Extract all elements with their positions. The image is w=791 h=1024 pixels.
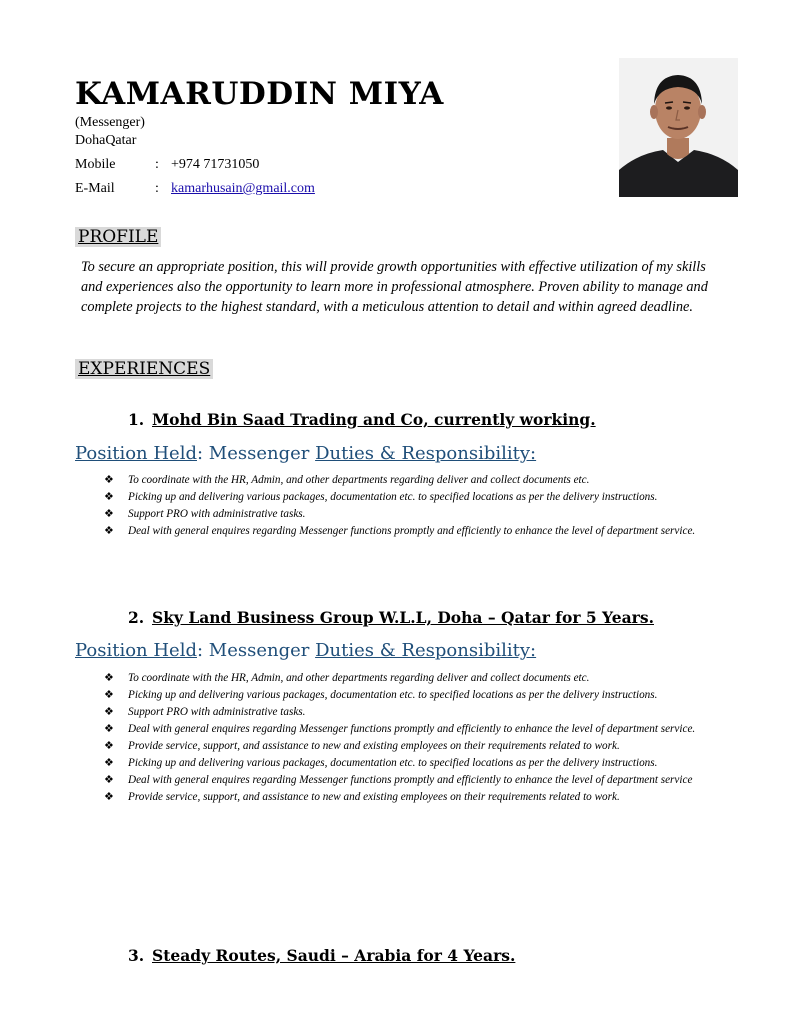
duty-text: To coordinate with the HR, Admin, and other departments regarding deliver and collect documents etc. <box>128 474 590 486</box>
list-item <box>104 789 704 806</box>
bullet-icon: ❖ <box>104 474 114 486</box>
duty-text: Picking up and delivering various packages, documentation etc. to specified locations as per the delivery instructions. <box>128 491 658 503</box>
profile-photo <box>619 58 738 197</box>
job-1-title <box>128 410 596 429</box>
job-1-position <box>75 443 536 464</box>
job-1-number: 1. <box>128 410 145 429</box>
job-3-title <box>128 946 515 965</box>
bullet-icon: ❖ <box>104 791 114 803</box>
portrait-image <box>619 58 738 197</box>
duty-text: Support PRO with administrative tasks. <box>128 508 306 520</box>
job-1-position-label: Position Held <box>75 443 197 464</box>
duty-text: Support PRO with administrative tasks. <box>128 706 306 718</box>
list-item <box>104 772 704 789</box>
bullet-icon: ❖ <box>104 757 114 769</box>
duty-text: Deal with general enquires regarding Messenger functions promptly and efficiently to enhance the level of department service. <box>128 525 696 537</box>
job-2-position-label: Position Held <box>75 640 197 661</box>
bullet-icon: ❖ <box>104 525 114 537</box>
list-item <box>104 489 704 506</box>
bullet-icon: ❖ <box>104 508 114 520</box>
list-item <box>104 523 704 540</box>
list-item <box>104 687 704 704</box>
bullet-icon: ❖ <box>104 491 114 503</box>
list-item <box>104 670 704 687</box>
bullet-icon: ❖ <box>104 774 114 786</box>
bullet-icon: ❖ <box>104 740 114 752</box>
profile-heading: PROFILE <box>75 227 161 247</box>
job-3-number: 3. <box>128 946 145 965</box>
list-item <box>104 506 704 523</box>
job-2-position <box>75 640 536 661</box>
list-item <box>104 472 704 489</box>
list-item <box>104 704 704 721</box>
job-2-number: 2. <box>128 608 145 627</box>
job-2-title <box>128 608 654 627</box>
email-row <box>75 181 315 197</box>
list-item <box>104 755 704 772</box>
job-1-position-value: : Messenger <box>196 443 316 464</box>
mobile-value: +974 71731050 <box>171 157 260 172</box>
duty-text: Deal with general enquires regarding Messenger functions promptly and efficiently to enhance the level of department service <box>128 774 693 786</box>
bullet-icon: ❖ <box>104 672 114 684</box>
bullet-icon: ❖ <box>104 706 114 718</box>
job-2-position-value: : Messenger <box>196 640 316 661</box>
candidate-role: (Messenger) <box>75 115 145 130</box>
duty-text: Deal with general enquires regarding Messenger functions promptly and efficiently to enhance the level of department service. <box>128 723 696 735</box>
job-2-duties-label: Duties & Responsibility: <box>315 640 537 661</box>
job-1-duties-list <box>104 472 704 540</box>
mobile-label: Mobile <box>75 157 116 172</box>
job-2-duties-list <box>104 670 704 806</box>
duty-text: Provide service, support, and assistance to new and existing employees on their requirements related to work. <box>128 791 620 803</box>
mobile-separator: : <box>155 157 159 172</box>
mobile-row <box>75 157 259 173</box>
email-label: E-Mail <box>75 181 115 196</box>
job-2-title-text: Sky Land Business Group W.L.L, Doha – Qatar for 5 Years. <box>152 608 654 627</box>
bullet-icon: ❖ <box>104 723 114 735</box>
list-item <box>104 738 704 755</box>
list-item <box>104 721 704 738</box>
experiences-heading: EXPERIENCES <box>75 359 213 379</box>
candidate-location: DohaQatar <box>75 133 137 148</box>
job-3-title-text: Steady Routes, Saudi – Arabia for 4 Years. <box>152 946 516 965</box>
email-separator: : <box>155 181 159 196</box>
duty-text: Provide service, support, and assistance to new and existing employees on their requirements related to work. <box>128 740 620 752</box>
duty-text: To coordinate with the HR, Admin, and other departments regarding deliver and collect documents etc. <box>128 672 590 684</box>
job-1-duties-label: Duties & Responsibility: <box>315 443 537 464</box>
duty-text: Picking up and delivering various packages, documentation etc. to specified locations as per the delivery instructions. <box>128 757 658 769</box>
email-link[interactable]: kamarhusain@gmail.com <box>171 181 315 196</box>
profile-text: To secure an appropriate position, this will provide growth opportunities with effective utilization of my skills and experiences also the opportunity to learn more in professional atmosphere. Proven ability to manage and complete projects to the highest standard, with a meticulous attention to detail and within agreed deadline. <box>81 259 708 315</box>
job-1-title-text: Mohd Bin Saad Trading and Co, currently working. <box>152 410 596 429</box>
candidate-name: KAMARUDDIN MIYA <box>75 76 444 112</box>
duty-text: Picking up and delivering various packages, documentation etc. to specified locations as per the delivery instructions. <box>128 689 658 701</box>
bullet-icon: ❖ <box>104 689 114 701</box>
